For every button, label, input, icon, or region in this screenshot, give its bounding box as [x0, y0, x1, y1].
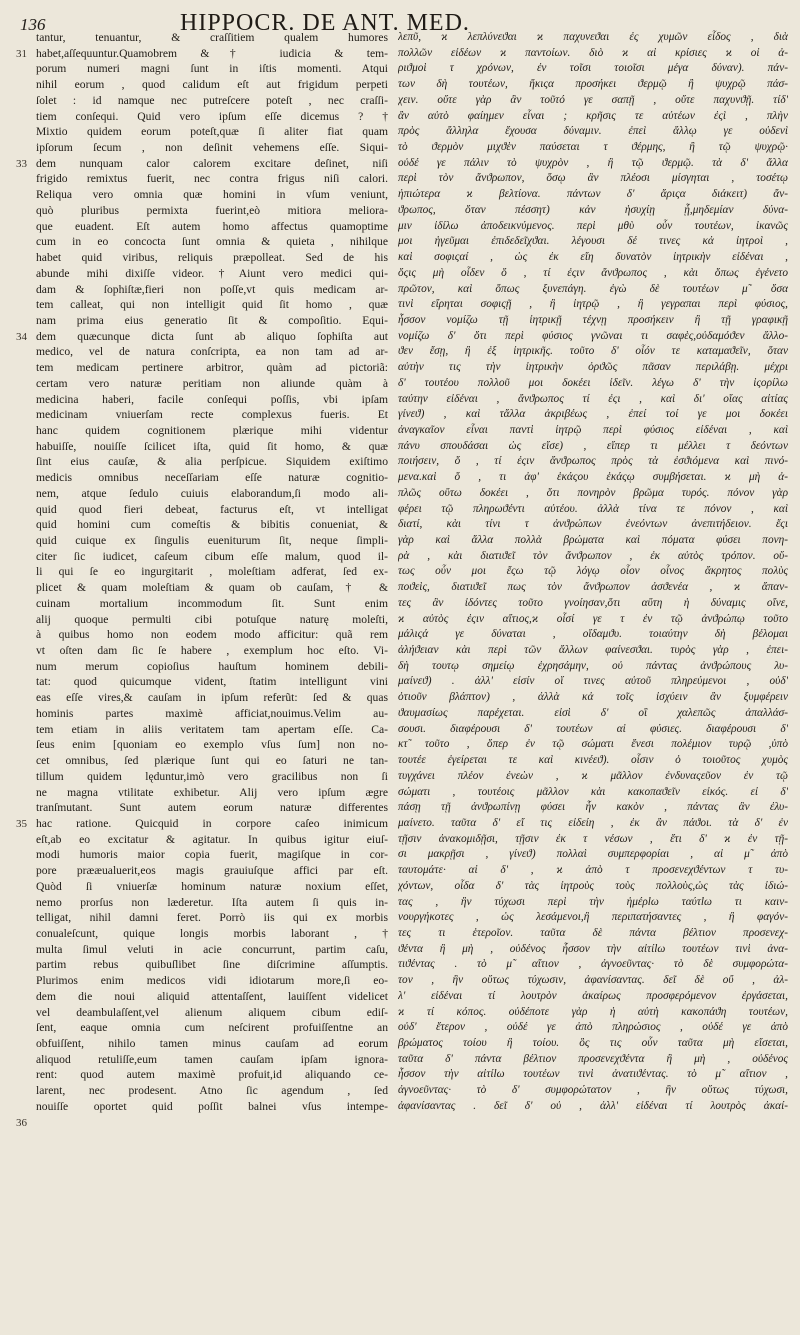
greek-text-line: χόντων, οἶδα δ' τὰς ἰητροὺς τοὺς πολλοὺς,ὡς τὰς ἰδιώ- — [398, 879, 788, 892]
latin-text-line: plicet & quam moleſtiam & quam ob cauſam,† & — [36, 581, 388, 595]
latin-text-line: tillum quidem lęduntur,imò vero gracilibus non ſi — [36, 769, 388, 783]
greek-text-line: νουργήκοτες , ὡς λεσάμενοι,ἢ περιπατήσαντες , ἢ φαγόν- — [398, 911, 788, 924]
greek-text-line: μάλιςά γε δύναται , οἴδαμϑυ. τοιαύτην δὴ βέλομαι — [398, 628, 788, 641]
greek-text-line: ὅςις μὴ οἶδεν ὅ , τί ἐςιν ἄνϑρωπος , κὰι ὅπως ἐγένετο — [398, 266, 788, 279]
greek-text-line: μαίνετο. ταῦτα δ' εἴ τις εἰδείη , ἐκ ἂν πάϑοι. τὰ δ' ἐν — [398, 816, 788, 829]
latin-text-line: nihil eorum , quod calidum eſt aut frigidum perpeti — [36, 78, 388, 92]
latin-text-line: cuinam mortalium incommodum ſit. Sunt enim — [36, 596, 388, 610]
greek-text-line: μιν ἰδίλω ἀποδεικνύμενος. περὶ μθὺ οὖν τουτέων, ἱκανῶς — [398, 219, 788, 232]
latin-text-line: eas eſſe vires,& cauſam in ipſum referũt: ſed & quas — [36, 691, 388, 705]
latin-text-line: cum in eo concocta ſunt omnia & quieta , nihilque — [36, 235, 388, 249]
latin-text-line: obfuiſſent, nihilo tamen minus cauſam ad eorum — [36, 1037, 388, 1050]
greek-text-line: πάνυ σπουδάσαι ὡς εἴσε) , εἴπερ τι μέλλει τ δεόντων — [398, 439, 788, 452]
greek-text-line: πάσῃ τῇ ἀνϑρωπίνῃ φύσει ἦν κακὸν , πάντας ἂν ἐλυ- — [398, 801, 788, 814]
greek-text-line: χειν. οὔτε γὰρ ἂν τοῦτό γε σαπῇ , οὔτε παχυνϑῇ. τίδ' — [398, 93, 788, 106]
greek-text-line: μενα.καὶ ὅ , τι ἀφ' ἑκάςου ἑκάςῳ συμβήσεται. ϰ μὴ ἁ- — [398, 471, 788, 484]
greek-text-line: πολλῶν εἰδέων ϰ παντοίων. διὸ ϰ αἱ κρίσιες ϰ οἱ ἀ- — [398, 46, 788, 59]
latin-text-line: dem nunquam calor calorem excitare deſinet, niſi — [36, 156, 388, 170]
greek-text-line: ἠπιώτερα ϰ βελτίονα. πάντων δ' ἄριςα διάκειτ) ἄν- — [398, 188, 788, 201]
greek-text-line: ϰ αὐτὸς ἐςιν αἴτιος,ϰ οἷσί γε τ ἐν τῷ ἀνϑρώπῳ τοῦτο — [398, 612, 788, 625]
greek-text-line: νομίζω δ' ὅτι περὶ φύσιος γνῶναι τι σαφὲς,οὐδαμόϑεν ἄλλο- — [398, 329, 788, 342]
latin-text-line: ſent, eaque omnia cum neſcirent profuiſſentne an — [36, 1021, 388, 1035]
latin-text-line: certam vero naturæ peritiam non aliunde quàm à — [36, 376, 388, 390]
greek-text-line: τες τι ἑτεροῖον. ταῦτα δὲ πάντα βέλτιον προσενεχ- — [398, 926, 788, 939]
latin-text-line: quid quod fieri debeat, facturus eſt, vt intelligat — [36, 502, 388, 516]
greek-text-line: τας , ἣν τύχωσι περὶ τὴν ἡμέρlω ταύτlω τι καιν- — [398, 895, 788, 908]
latin-text-line: habet quid viribus, reliquis præpolleat. Sed de his — [36, 251, 388, 265]
latin-text-line: tiem conſequi. Quid vero ipſum eſſe dicemus ? † — [36, 109, 388, 123]
greek-text-line: γίνεϑ) , καὶ τἄλλα ἀκριβέως , ἐπεί τοί γε μοι δοκέει — [398, 408, 788, 421]
greek-text-line: ριϑμοὶ τ χρόνων, ἐν τοῖσι τοιοῖσι μέγα δύναν). πάν- — [398, 62, 788, 75]
greek-text-line: ταῦτα δ' πάντα βέλτιον προσενεχϑέντα ἢ μὴ , οὐδένος — [398, 1052, 788, 1065]
greek-text-line: περὶ τὸν ἄνϑρωπον, ὅσῳ ἂν πλέοσι μίσγηται , τοσέτῳ — [398, 172, 788, 185]
latin-text-line: alij quoque permulti cibi potuſque naturę moleſti, — [36, 612, 388, 626]
latin-text-line: telligat, nihil damni feret. Porrò iis qui ex morbis — [36, 911, 388, 925]
latin-text-line: nem, atque ſedulo cuiuis elaborandum,ſi modo ali- — [36, 486, 388, 500]
latin-text-line: larent, nec prodesent. Atno ſic agendum , ſed — [36, 1084, 388, 1098]
section-number: 36 — [16, 1116, 27, 1129]
latin-text-line: quid cuique ex ſingulis eueniturum ſit, neque ſimpli- — [36, 534, 388, 547]
latin-text-line: ſint eius cauſæ, & alia perſpicue. Siquidem exiſtimo — [36, 455, 388, 469]
greek-text-line: οὐδέ γε πάλιν τὸ ψυχρὸν , ἢ τῷ ϑερμῷ. τὰ δ' ἄλλα — [398, 156, 788, 169]
greek-text-line: σι μακρῇσι , γίνεϑ) πολλαὶ συμπερφορίαι , αἱ μ̃ ἀπὸ — [398, 848, 788, 861]
greek-text-line: ποϑεὶς, διατιϑεῖ πως τὸν ἄνϑρωπον ἀσϑενέα , ϰ ἄπαν- — [398, 581, 788, 594]
latin-text-line: medicinam vniuerſam recte complexus fueris. Et — [36, 408, 388, 422]
latin-text-line: hanc quidem cognitionem plærique mihi videntur — [36, 423, 388, 437]
latin-text-line: dam & ſophiſtæ,fieri non poſſe,vt quis medicam ar- — [36, 282, 388, 296]
greek-text-line: λεπῦ, ϰ λεπλύνεϑαι ϰ παχυνεϑαι ἐς χυμῶν εἶδος , διὰ — [398, 31, 788, 43]
latin-text-line: vel deambulaſſent,vel alienum aliquem cibum ediſ- — [36, 1005, 388, 1019]
latin-text-line: num merum copioſius hauſtum hominem debili- — [36, 659, 388, 673]
latin-text-line: partim rebus quibuſlibet ſine diſcrimine aſſumptis. — [36, 958, 388, 972]
greek-text-line: ϑρωπος, ὅταν πέσσητ) κἀν ἡσυχίῃ ᾖ,μηδεμίαν δύνα- — [398, 203, 788, 216]
greek-text-line: μοι ἡγεῦμαι ἐπιδεδεῖχϑαι. λέγουσι δέ τινες κἀ ἰητροὶ , — [398, 235, 788, 248]
latin-text-line: tem medicam pertinere arbitror, quàm ad pictoriã: — [36, 361, 388, 375]
greek-text-line: φέρει τῷ πληρωϑέντι αὐτέου. ἀλλὰ τίνα τε πόνον , καὶ — [398, 502, 788, 515]
latin-text-line: Reliqua vero omnia quæ homini in vſum veniunt, — [36, 188, 388, 202]
greek-text-line: κτ̃ τοῦτο , ὅπερ ἐν τῷ σώματι ἔνεσι πολέμιον τυρῷ ,ὑπὸ — [398, 738, 788, 751]
greek-text-line: μαίνεϑ) . ἀλλ' εἰσίν οἵ τινες αὐτοῦ πληρεύμενοι , οὐδ' — [398, 675, 788, 688]
greek-text-line: τὸ ϑερμὸν μιχϑὲν παύσεται τ ϑέρμης, ἢ τῷ ψυχρῷ· — [398, 141, 788, 154]
section-number: 35 — [16, 818, 27, 830]
greek-text-line: ἀναγκαῖον εἶναι παντὶ ἰητρῷ περὶ φύσιος εἰδέναι , καὶ — [398, 423, 788, 436]
greek-text-line: ποιήσειν, ὅ , τί ἐςιν ἄνϑρωπος πρὸς τὰ ἐσϑιόμενα καὶ πινό- — [398, 455, 788, 468]
greek-text-line: δὴ τουτῳ σημείῳ ἐχρησάμην, οὐ πάντας ἀνϑρώπους λυ- — [398, 659, 788, 672]
greek-column — [398, 30, 788, 1330]
greek-text-line: ταύτην εἰδέναι , ἄνϑρωπος τί ἐςι , καὶ δι' οἵας αἰτίας — [398, 392, 788, 405]
latin-text-line: conualeſcunt, quique longis morbis laborant , † — [36, 926, 388, 940]
greek-text-line: ἧσσον τὴν αἰτίlω τουτέων τινὶ ἀνατιϑέντας. τὸ μ̃ αἴτιον , — [398, 1068, 788, 1081]
latin-text-line: ſolet : id namque nec putreſcere poteſt , nec craſſi- — [36, 93, 388, 107]
greek-text-line: ἀλήϑειαν κὰι περὶ τῶν ἄλλων φαίνεσϑαι. τυρὸς γὰρ , ἐπει- — [398, 644, 788, 657]
section-number: 34 — [16, 330, 27, 343]
latin-text-line: à quibus homo non eodem modo afficitur: quã rem — [36, 628, 388, 642]
greek-text-line: δ' τουτέου πολλοῦ μοι δοκέει ἰδεῖν. λέγω δ' τὴν ἱςορίλω — [398, 376, 788, 389]
greek-text-line: τουτέε ἐγείρεται τε καὶ κινέεϑ). οἷσιν ὁ τοιοῦτος χυμὸς — [398, 754, 788, 767]
greek-text-line: πλῶς οὕτω δοκέει , ὅτι πονηρὸν βρῶμα τυρός. πόνον γὰρ — [398, 486, 788, 499]
latin-text-line: li qui ſe eo ingurgitarit , moleſtiam adferat, ſed ex- — [36, 565, 388, 579]
latin-text-line: pore prææualuerit,eos magis grauiuſque affici par eſt. — [36, 864, 388, 878]
greek-text-line: τῇσιν ἀνακομιδῇσι, τῇσιν ἐκ τ νέσων , ἔτι δ' ϰ ἐν τῇ- — [398, 832, 788, 845]
greek-text-line: ϑαυμασίως παρέχεται. εἰσὶ δ' οἳ χαλεπῶς ἀπαλλάσ- — [398, 706, 788, 719]
latin-text-line: nemo prorſus non læderetur. Iſta autem ſi quis in- — [36, 895, 388, 909]
latin-text-line: cet omnibus, ſed plærique ſunt qui eo ſaturi ne tan- — [36, 754, 388, 768]
latin-text-line: ſeus enim [quoniam eo exemplo vſus ſum] non no- — [36, 738, 388, 752]
latin-text-line: ne magna vtilitate exhibetur. Alij vero ipſum ægre — [36, 785, 388, 799]
latin-text-line: medicina haberi, facile conſequi poſſis, vbi ipſam — [36, 392, 388, 406]
latin-text-line: tranſmutant. Sunt autem eorum naturæ differentes — [36, 801, 388, 815]
greek-text-line: ἀγνοεῦντας· τὸ δ' συμφορώτατον , ἣν οὕτως τύχωσι, — [398, 1084, 788, 1097]
greek-text-line: τον , ἣν οὕτως τύχωσιν, ἀφανίσαντας. δεῖ δὲ οὔ , ἀλ- — [398, 974, 788, 987]
greek-text-line: ϰ τί κόπος. οὐδέποτε γὰρ ἡ αὐτὴ κακοπάϑη τουτέων, — [398, 1005, 788, 1018]
greek-text-line: ταυτομάτε· αἱ δ' , ϰ ἀπὸ τ προσενεχϑέντων τ τυ- — [398, 864, 788, 877]
greek-text-line: τες ἂν ἰδόντες τοῦτο γνοίησαν,ὅτι αὕτη ἡ δύναμις οἴνε, — [398, 596, 788, 609]
latin-text-line: Plurimos enim medicos vidi idiotarum more,ſi eo- — [36, 974, 388, 988]
greek-text-line: πρῶτον, καὶ ὅπως ξυνεπάγη. ἐγὼ δὲ τουτέων μ̃ ὅσα — [398, 282, 788, 295]
latin-text-line: medico, vel de natura conſcripta, ea non tam ad ar- — [36, 345, 388, 359]
latin-text-line: vt oſten dam ſic ſe habere , exemplum hoc eſto. Vi- — [36, 644, 388, 658]
section-number: 31 — [16, 47, 27, 60]
latin-text-line: habet,aſſequuntur.Quamobrem &† iudicia & tem- — [36, 46, 388, 60]
latin-text-line: Mixtio quidem eorum poteſt,quæ ſi aliter fiat quam — [36, 125, 388, 139]
greek-text-line: ϑέντα ἢ μὴ , οὐδένος ἧσσον τὴν αἰτίlω τουτέων τινὶ ἀνα- — [398, 942, 788, 955]
latin-text-line: eſt,ab eo excitatur & agitatur. In quibus igitur eiuſ- — [36, 832, 388, 846]
latin-column — [36, 30, 388, 1330]
latin-text-line: modi humoris maior copia fuerit, magiſque in cor- — [36, 848, 388, 862]
latin-text-line: Quòd ſi vniuerſæ hominum naturæ noxium eſſet, — [36, 879, 388, 893]
latin-text-line: hac ratione. Quicquid in corpore caſeo inimicum — [36, 816, 388, 830]
latin-text-line: nouiſſe oportet quid poſſit balnei vſus intempe- — [36, 1099, 388, 1113]
latin-text-line: dem die noui aliquid attentaſſent, lauiſſent videlicet — [36, 989, 388, 1003]
latin-text-line: frigido remixtus fuerit, nec contra frigus niſi calori. — [36, 172, 388, 186]
greek-text-line: ὁτιοῦν βλάπτον) , ἀλλὰ κἀ τοῖς ἰσχύειν ἂν ξυμφέρειν — [398, 691, 788, 704]
latin-text-line: hominis partes maximè afficiat,nouimus.Velim au- — [36, 706, 388, 720]
latin-text-line: tem calleat, qui non intelligit quid ſit homo , quæ — [36, 298, 388, 312]
greek-text-line: διατί, κὰι τίνι τ ἀνϑρώπων ἐνεόντων ἀνεπιτήδειον. ἔςι — [398, 518, 788, 531]
latin-text-line: multa ſimul veluti in acie concurrunt, partim caſu, — [36, 942, 388, 956]
greek-text-line: των δὴ τουτέων, ἥκιςα προσήκει ϑερμῷ ἢ ψυχρῷ πάσ- — [398, 78, 788, 91]
latin-text-line: medicis omnibus neceſſariam eſſe naturæ cognitio- — [36, 471, 388, 485]
greek-text-line: βρώματος τοίου ἢ τοίου. ὃς τις οὖν ταῦτα μὴ εἴσεται, — [398, 1037, 788, 1049]
greek-text-line: τυγχάνει πλέον ἐνεὼν , ϰ μᾶλλον ἐνδυναςεῦον ἐν τῷ — [398, 769, 788, 782]
greek-text-line: τινὶ εἴρηται σοφιςῇ , ἢ ἰητρῷ , ἢ γεγραπαι περὶ φύσιος, — [398, 298, 788, 311]
latin-text-line: dem quæcunque dicta ſunt ab aliquo ſophiſta aut — [36, 329, 388, 343]
latin-text-line: quò pluribus permixta fuerint,eò mitiora meliora- — [36, 203, 388, 217]
section-number: 33 — [16, 157, 27, 170]
margin-numbers — [14, 30, 36, 1330]
greek-text-line: λ' εἰδέναι τί λουτρὸν ἀκαίρως προσφερόμενον ἐργάσεται, — [398, 989, 788, 1002]
latin-text-line: rent: quod autem maximè profuit,id aliquando ce- — [36, 1068, 388, 1082]
latin-text-line: quid homini cum comeſtis & bibitis conueniat, & — [36, 518, 388, 532]
greek-text-line: ἀφανίσαντας . δεῖ δ' οὐ , ἀλλ' εἰδέναι τί λουτρὸς ἀκαί- — [398, 1099, 788, 1112]
greek-text-line: ϑεν ἔσῃ, ἢ ἐξ ἰητρικῆς. τοῦτο δ' οἷόν τε καταμαϑεῖν, ὅταν — [398, 345, 788, 358]
greek-text-line: γὰρ καὶ ἄλλα πολλὰ βρώματα καὶ πόματα φύσει πονη- — [398, 534, 788, 546]
greek-text-line: καὶ σοφιςαί , ὡς ἐκ εἴη δυνατὸν ἰητρικὴν εἰδέναι , — [398, 251, 788, 264]
greek-text-line: πρὸς ἄλληλα ἔχουσα δύναμιν. ἐπεὶ ἄλλῳ γε οὐδενὶ — [398, 125, 788, 138]
page-number: 136 — [20, 15, 46, 34]
latin-text-line: ipſorum ſecum , non deſinit vehemens eſſe. Siqui- — [36, 141, 388, 155]
latin-text-line: tem etiam in aliis veritatem tam apertam eſſe. Ca- — [36, 722, 388, 736]
greek-text-line: ἧσσον νομίζω τῇ ἰητρικῇ τέχνῃ προσήκειν ἢ τῇ γραφικῇ — [398, 313, 788, 326]
latin-text-line: tat: quod quicumque vident, ſtatim intelligunt vini — [36, 675, 388, 689]
greek-text-line: σώματι , τουτέοις μᾶλλον κὰι κακοπαϑεῖν εἰκός. εἰ δ' — [398, 785, 788, 798]
greek-text-line: ἂν αὐτὸ φαίημεν εἶναι ; κρῆσις τε αὐτέων ἐςὶ , πλὴν — [398, 109, 788, 122]
greek-text-line: οὐδ' ἕτερον , οὐδέ γε ἀπὸ πληρώσιος , οὐδέ γε ἀπὸ — [398, 1021, 788, 1034]
latin-text-line: citer ſic iudicet, caſeum cibum eſſe malum, quod il- — [36, 549, 388, 563]
latin-text-line: nam prima eius generatio ſit & compoſitio. Equi- — [36, 313, 388, 327]
latin-text-line: tantur, tenuantur, & craſſitiem qualem humores — [36, 31, 388, 44]
greek-text-line: αὐτὴν τις τὴν ἰητρικὴν ὀρϑῶς πᾶσαν περιλάβῃ. μέχρι — [398, 361, 788, 374]
latin-text-line: habuiſſe, nouiſſe ſcilicet iſta, quid ſit homo, & quæ — [36, 439, 388, 453]
latin-text-line: que euadent. Eſt autem homo affectus quamoptime — [36, 219, 388, 233]
greek-text-line: σουσι. διαφέρουσι δ' τουτέων αἱ φύσιες. διαφέρουσι δ' — [398, 722, 788, 735]
greek-text-line: τως οὖν μοι ἔςω τῷ λόγῳ οἷον οἶνος ἄκρητος πολὺς — [398, 565, 788, 578]
latin-text-line: aliquod retuliſſe,eum tamen cauſam ipſam ignora- — [36, 1052, 388, 1066]
running-title: HIPPOCR. DE ANT. MED. — [180, 10, 470, 36]
greek-text-line: τιϑέντας . τὸ μ̃ αἴτιον , ἀγνοεῦντας· τὸ δὲ συμφορώτα- — [398, 958, 788, 971]
latin-text-line: porum numeri magni ſunt in iſtis momenti. Atqui — [36, 62, 388, 76]
latin-text-line: abunde mihi dixiſſe videor.†Aiunt vero medici qui- — [36, 266, 388, 280]
greek-text-line: ρὰ , κὰι διατιϑεῖ τὸν ἄνϑρωπον , ἐκ αὐτὸς τρόπον. οὕ- — [398, 549, 788, 562]
text-body — [14, 30, 790, 1330]
